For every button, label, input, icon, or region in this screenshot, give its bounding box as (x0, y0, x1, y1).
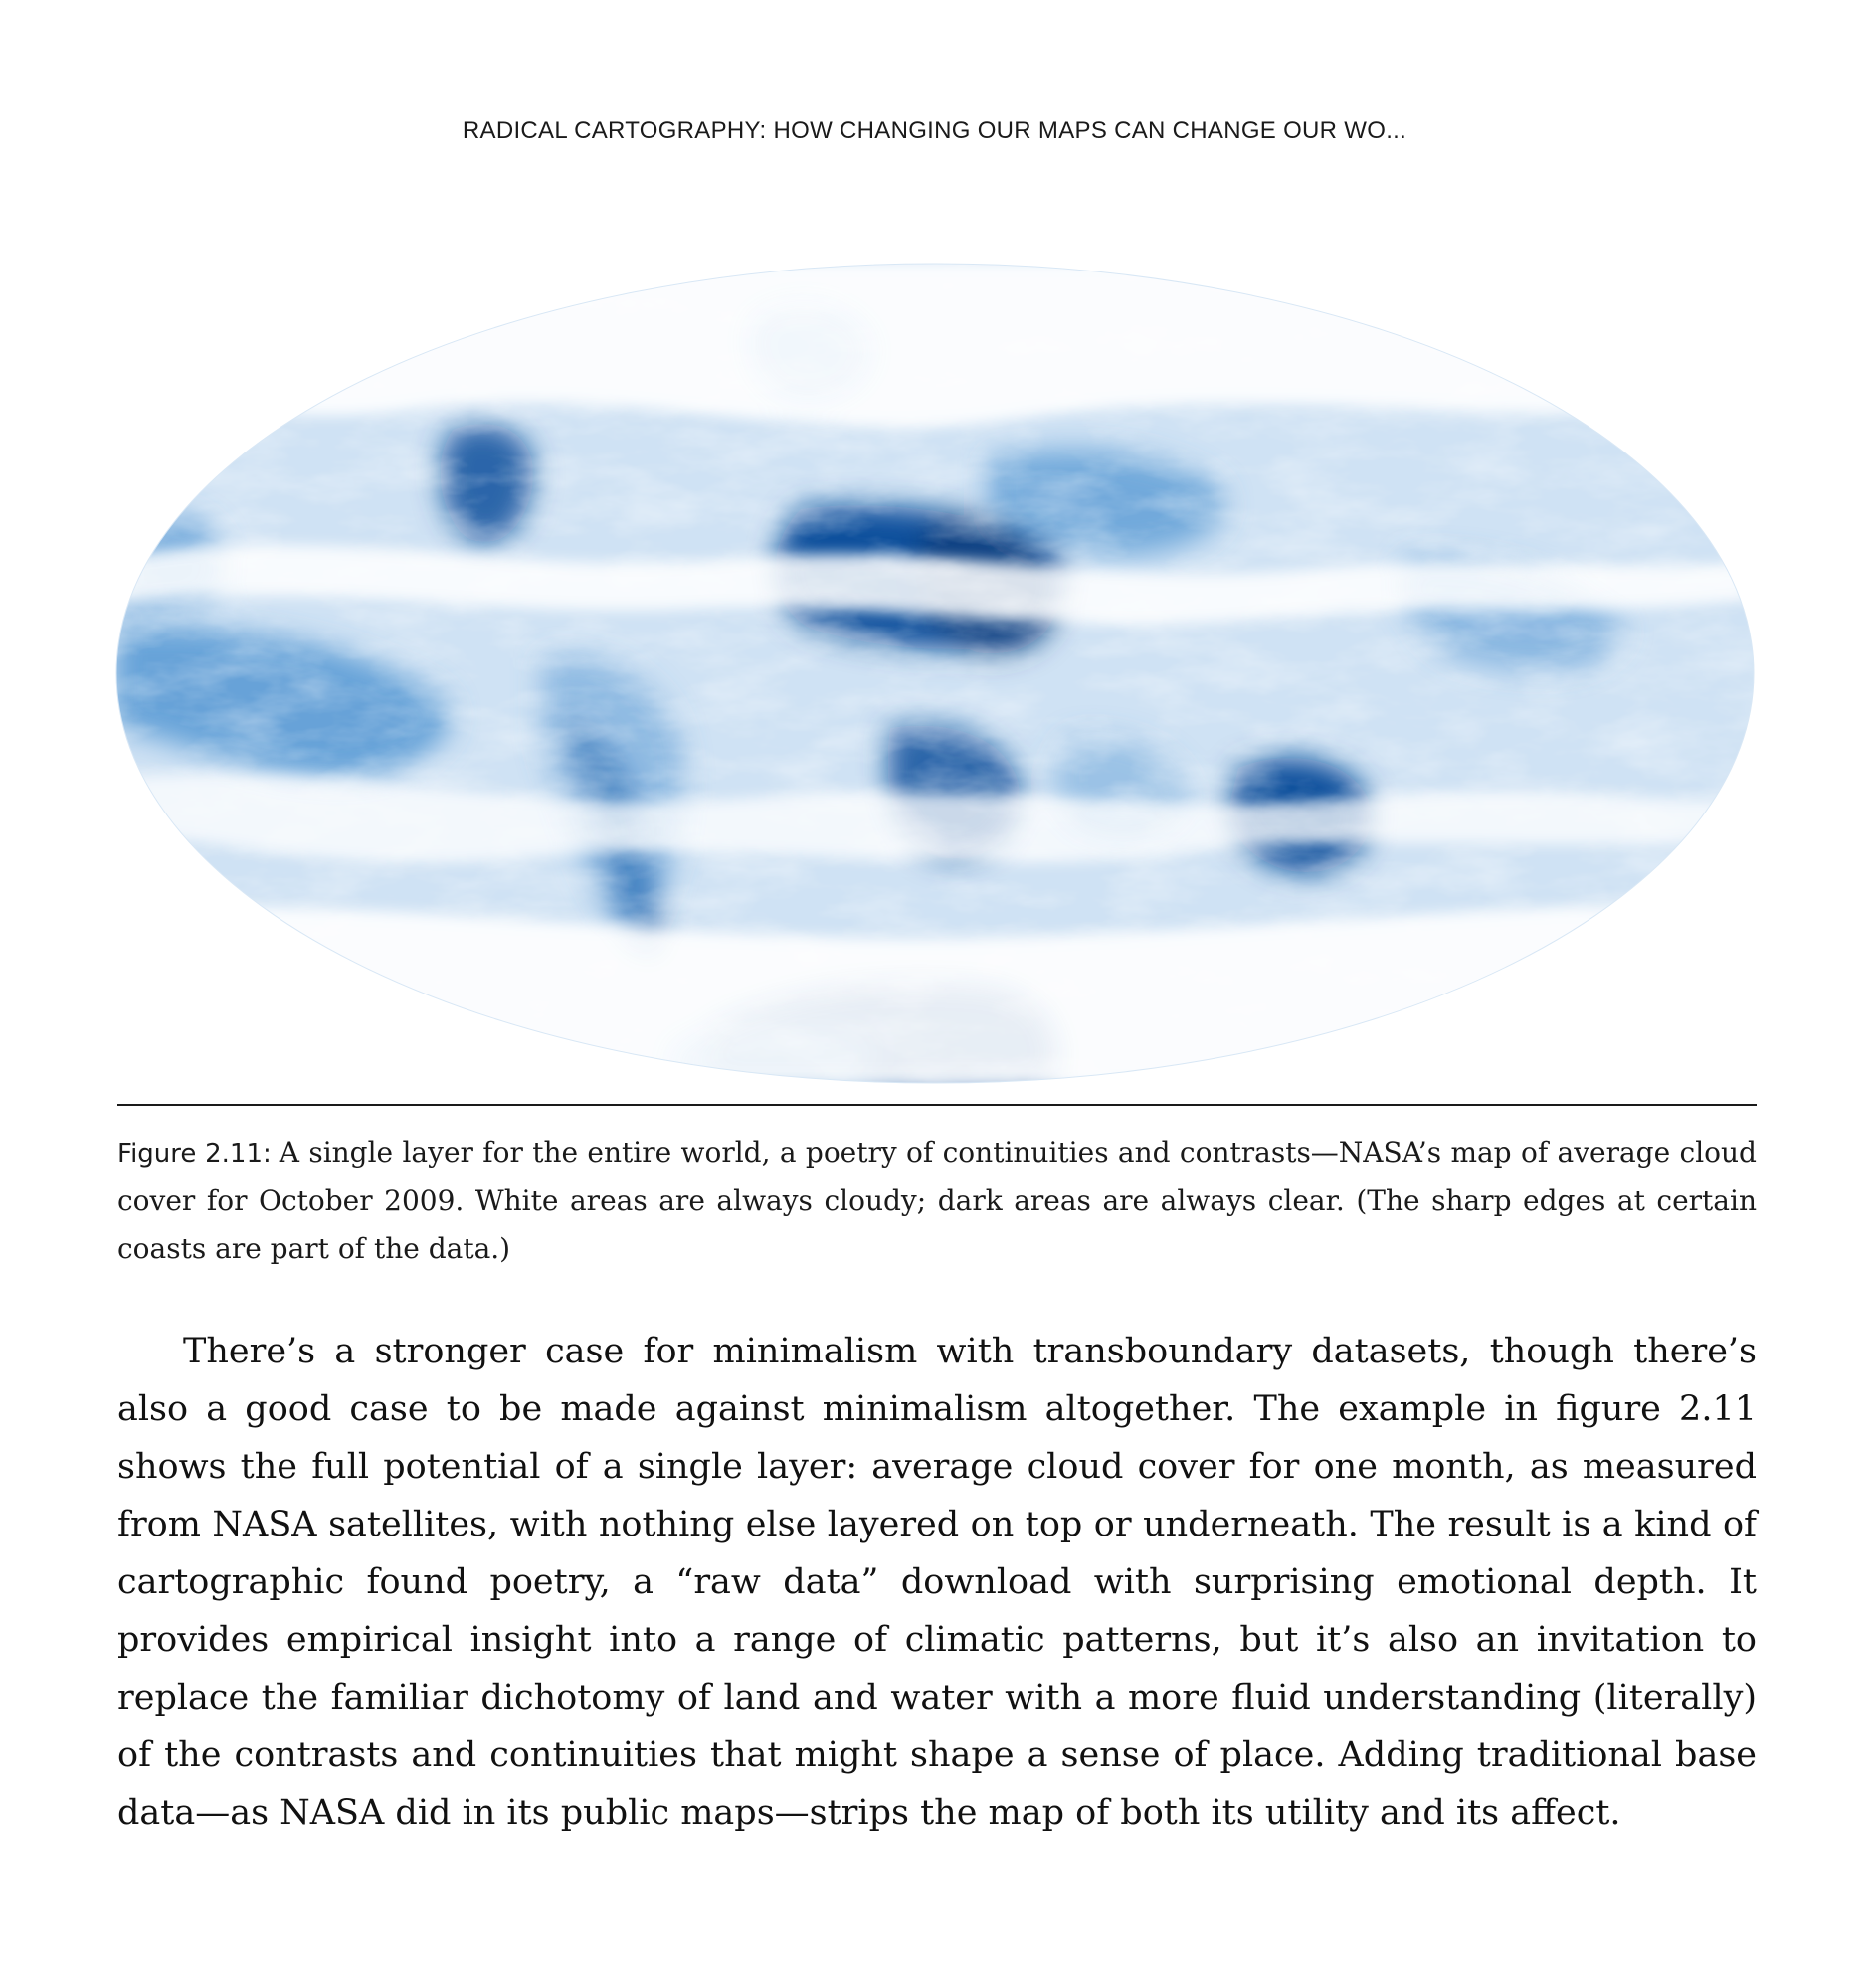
body-paragraph: There’s a stronger case for minimalism with transboundary datasets, though there’s also a good case to be made against minimalism altogether. The example in figure 2.11 shows the full potential of a single layer: average cloud cover for one month, as measured from NASA satellites, with nothing else layered on top or underneath. The result is a kind of cartographic found poetry, a “raw data” download with surprising emotional depth. It provides empirical insight into a range of climatic patterns, but it’s also an invitation to replace the familiar dichotomy of land and water with a more fluid understanding (literally) of the contrasts and continuities that might shape a sense of place. Adding traditional base data—as NASA did in its public maps—strips the map of both its utility and its affect. (117, 1332, 1757, 1833)
cloud-texture (114, 261, 1756, 1086)
cloud-cover-map-svg (114, 261, 1756, 1086)
figure-divider (117, 1104, 1757, 1106)
figure-caption-text: A single layer for the entire world, a poetry of continuities and contrasts—NASA’s map of average cloud cover for October 2009. White areas are always cloudy; dark areas are always clear. (The sharp edges at certain coasts are part of the data.) (117, 1136, 1757, 1265)
running-header: RADICAL CARTOGRAPHY: HOW CHANGING OUR MAPS CAN CHANGE OUR WO... (462, 117, 1407, 144)
figure-caption (117, 1129, 1757, 1273)
figure-label: Figure 2.11: (117, 1139, 272, 1169)
cloud-cover-map (114, 261, 1756, 1086)
